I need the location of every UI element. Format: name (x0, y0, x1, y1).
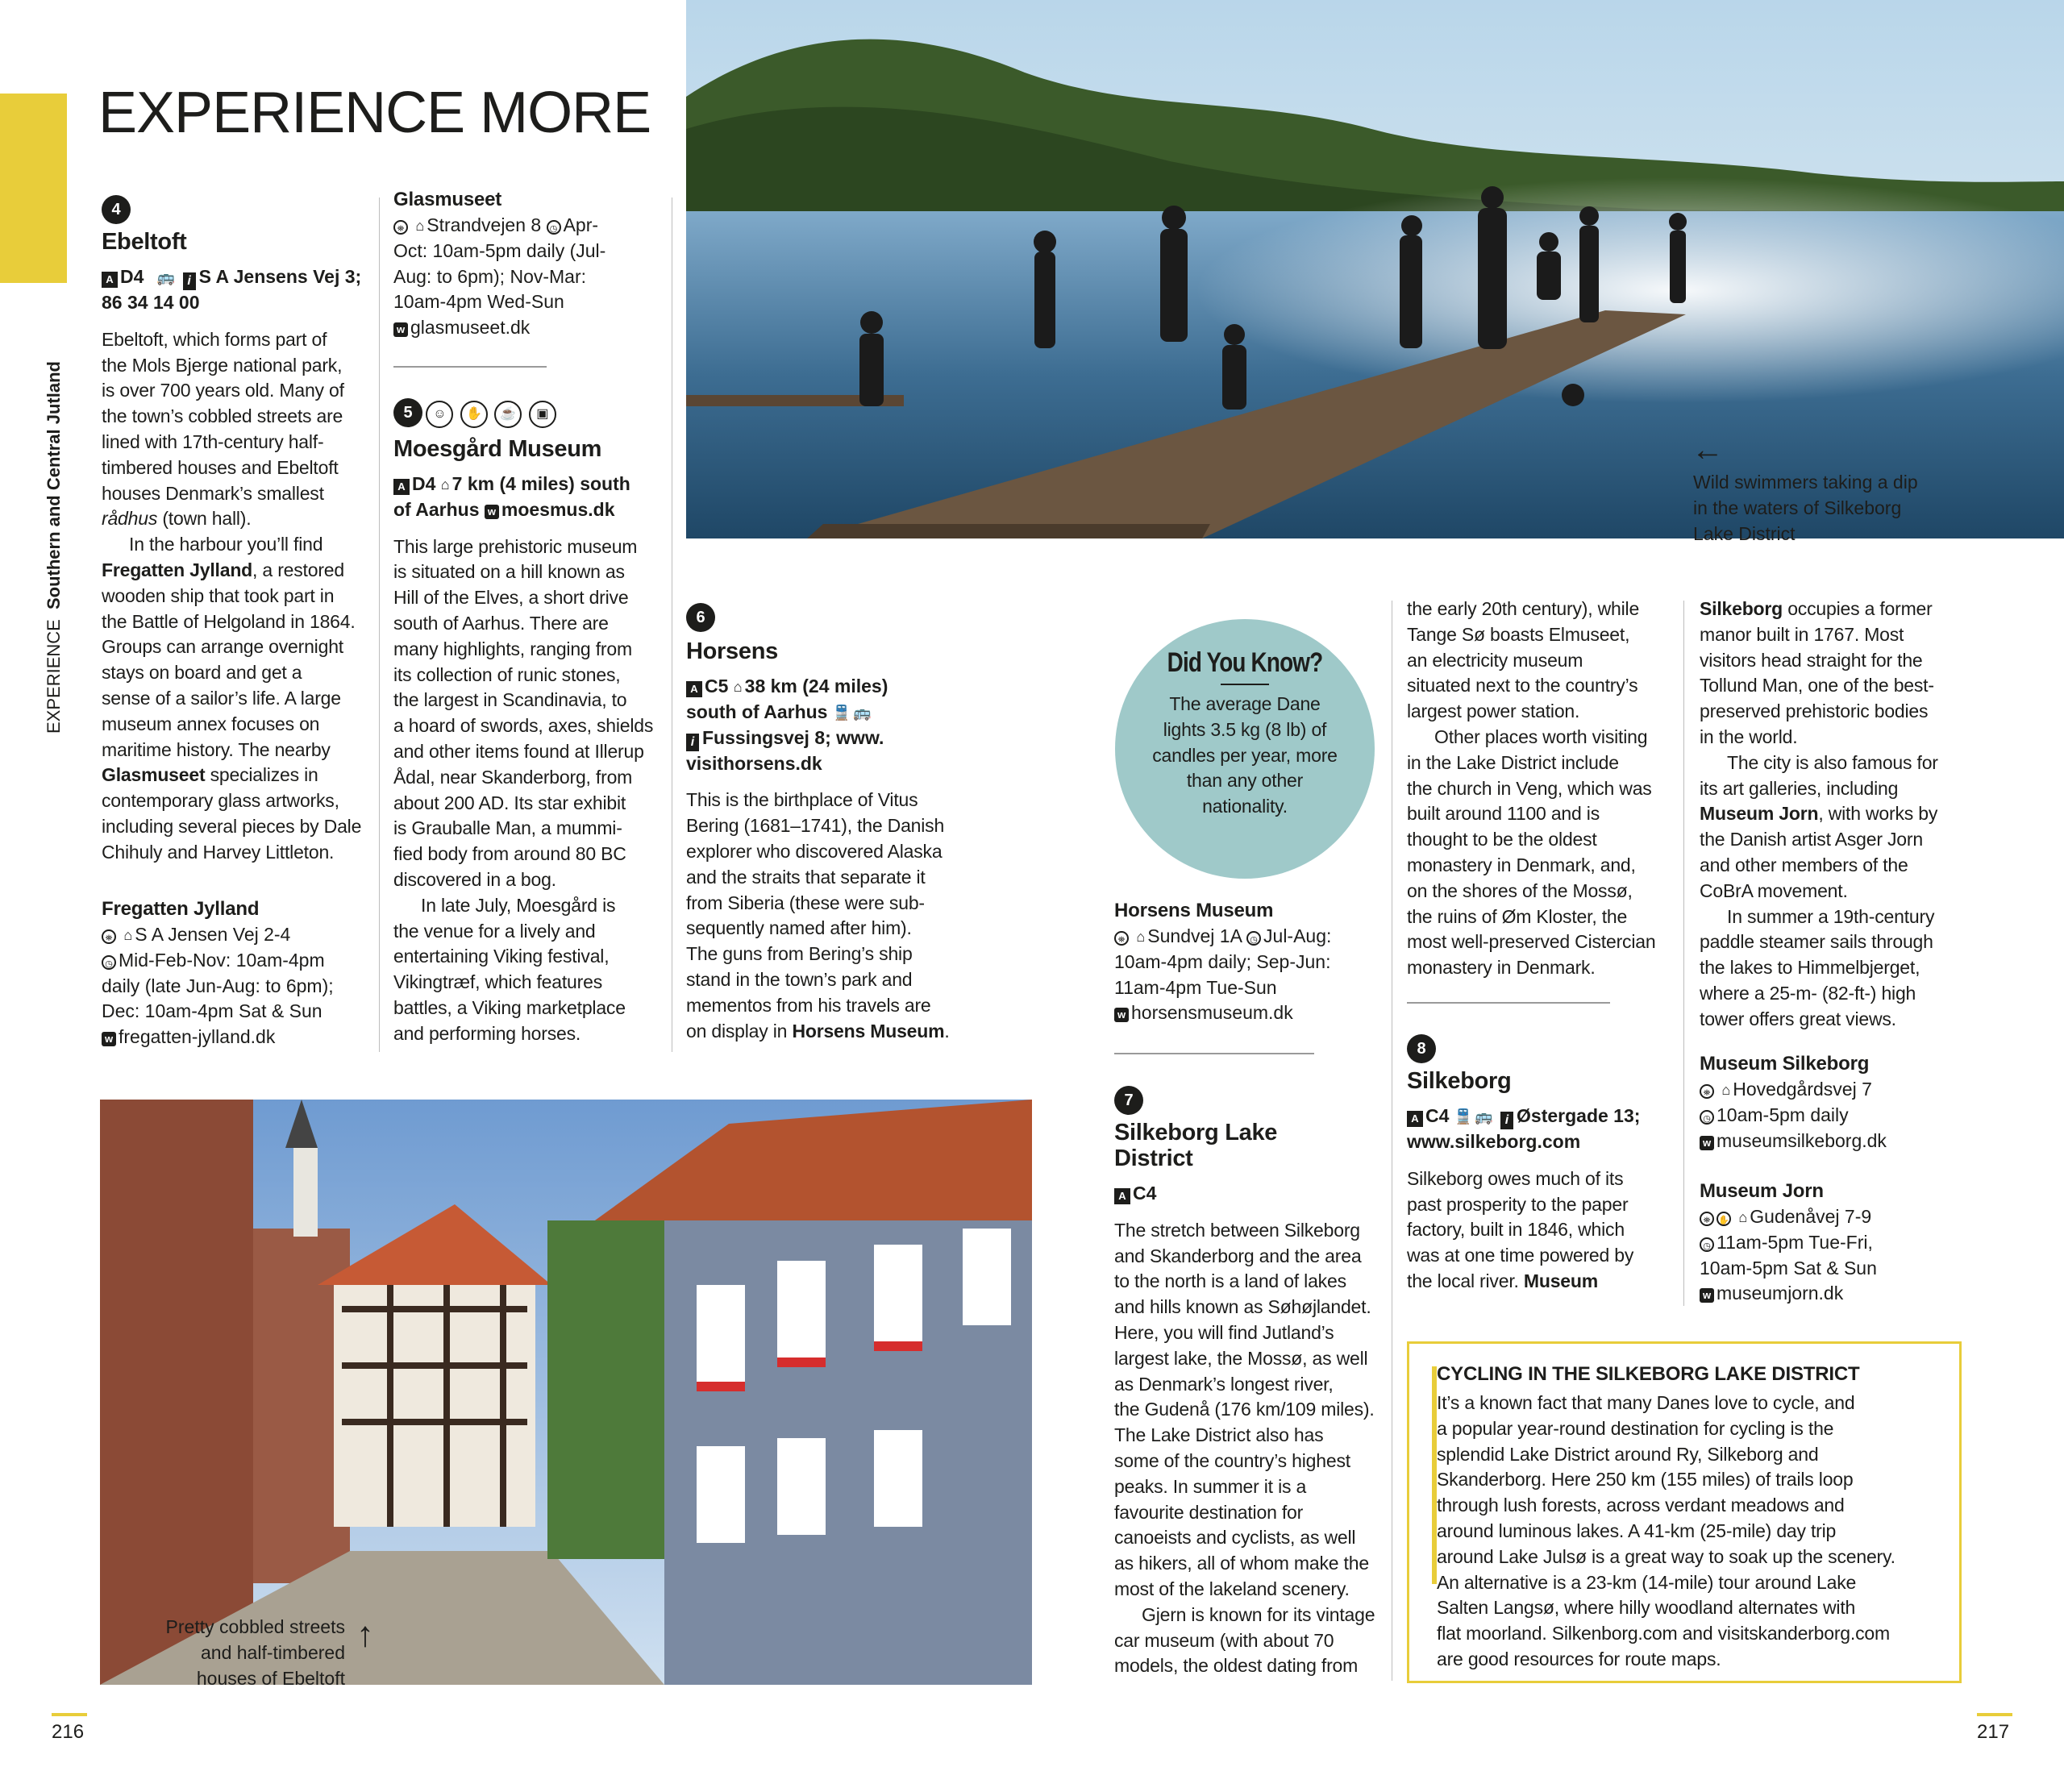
entry-ebeltoft (102, 195, 376, 866)
text-line: and performing horses. (393, 1022, 581, 1044)
bus-icon: 🚌 (156, 269, 176, 285)
map-icon: A (102, 272, 118, 288)
subentry-title: Fregatten Jylland (102, 898, 260, 920)
text-line: the venue for a lively and (393, 920, 596, 942)
text-line: the Battle of Helgoland in 1864. (102, 610, 356, 632)
cycling-title: CYCLING IN THE SILKEBORG LAKE DISTRICT (1437, 1363, 1860, 1385)
text-line: tower offers great views. (1700, 1008, 1896, 1029)
address-icon: ⌂ (1721, 1082, 1731, 1098)
col4-top-text (1407, 597, 1681, 981)
section-rule (1114, 1053, 1314, 1054)
text-line: Bering (1681–1741), the Danish (686, 815, 945, 837)
lake-caption: Wild swimmers taking a dip in the waters of Silkeborg Lake District (1693, 472, 1918, 544)
text-line: manor built in 1767. Most (1700, 623, 1904, 645)
text-line: This is the birthplace of Vitus (686, 789, 918, 811)
text-line: sense of a sailor’s life. A large (102, 687, 341, 709)
side-section-label (44, 361, 64, 734)
text-line: the early 20th century), while (1407, 598, 1640, 619)
entry-title: Ebeltoft (102, 229, 187, 255)
cafe-icon: ☕ (494, 401, 522, 428)
text-line: stays on board and get a (102, 662, 302, 684)
text-line: and the straits that separate it (686, 866, 926, 888)
did-you-know-circle (1115, 619, 1375, 879)
entry-body: Silkeborg owes much of its past prosperity to the paper factory, built in 1846, which was at one time powered by the local river. Museum (1407, 1166, 1681, 1295)
side-label-region: Southern and Central Jutland (44, 361, 64, 610)
text-line: monastery in Denmark. (1407, 957, 1596, 979)
text-line: Fregatten Jylland, a restored (102, 559, 344, 580)
text-line: splendid Lake District around Ry, Silkeborg and (1437, 1443, 1819, 1465)
text-line: This large prehistoric museum (393, 535, 638, 557)
entry-body: This is the birthplace of Vitus Bering (1681–1741), the Danish explorer who discovered Alaska and the straits that separate it from Siberia (these were sub- sequently named after him). The guns from Bering’s ship stand in the town’s park and mementos from his travels are on display in Horsens Museum. (686, 788, 960, 1044)
text-line: monastery in Denmark, and, (1407, 854, 1636, 875)
text-line: the town’s cobbled streets are (102, 405, 343, 427)
entry-number: 4 (102, 195, 131, 224)
subentry-title: Glasmuseet (393, 189, 502, 210)
text-line: explorer who discovered Alaska (686, 840, 943, 862)
text-line: In summer a 19th-century (1727, 905, 1935, 927)
map-icon: A (1114, 1188, 1130, 1204)
entry-info: A C5 ⌂ 38 km (24 miles) south of Aarhus 🚆 🚌 i Fussingsvej 8; www. visithorsens.dk (686, 676, 888, 774)
text-line: An alternative is a 23-km (14-mile) tour around Lake (1437, 1571, 1857, 1593)
address-icon: ⌂ (1738, 1209, 1748, 1225)
text-line: the Mols Bjerge national park, (102, 354, 343, 376)
train-icon: 🚆 (832, 704, 851, 721)
clock-icon: ◷ (547, 220, 561, 235)
text-line: largest lake, the Mossø, as well (1114, 1347, 1368, 1369)
text-line: preserved prehistoric bodies (1700, 701, 1929, 722)
entry-title: Horsens (686, 638, 778, 664)
text-line: from Siberia (these were sub- (686, 892, 925, 913)
text-line: Chihuly and Harvey Littleton. (102, 841, 335, 863)
text-line: Silkeborg owes much of its (1407, 1167, 1624, 1189)
entry-number: 5 (393, 398, 422, 427)
text-line: flat moorland. Silkenborg.com and visitskanderborg.com (1437, 1623, 1890, 1644)
side-label-prefix: EXPERIENCE (44, 619, 64, 734)
text-line: stand in the town’s park and (686, 968, 913, 990)
street-photo (100, 1100, 1032, 1685)
text-line: entertaining Viking festival, (393, 946, 610, 967)
section-rule (393, 366, 547, 368)
did-you-know-rule (1221, 684, 1269, 685)
text-line: about 200 AD. Its star exhibit (393, 792, 626, 813)
address-icon: ⌂ (1136, 929, 1146, 945)
web-icon: w (1700, 1288, 1714, 1303)
text-line: mementos from his travels are (686, 994, 931, 1016)
text-line: discovered in a bog. (393, 868, 556, 890)
web-icon: w (393, 322, 408, 337)
text-line: through lush forests, across verdant meadows and (1437, 1495, 1845, 1516)
text-line: is over 700 years old. Many of (102, 380, 344, 401)
entry-number: 8 (1407, 1034, 1436, 1063)
text-line: built around 1100 and is (1407, 803, 1600, 825)
address-icon: ⌂ (733, 679, 743, 695)
entry-title: Moesgård Museum (393, 436, 602, 462)
text-line: Gjern is known for its vintage (1142, 1603, 1375, 1625)
entry-title: Silkeborg Lake District (1114, 1120, 1278, 1171)
text-line: Here, you will find Jutland’s (1114, 1321, 1334, 1343)
text-line: the Danish artist Asger Jorn (1700, 829, 1923, 850)
text-line: museum annex focuses on (102, 713, 320, 734)
text-line: many highlights, ranging from (393, 638, 632, 659)
text-line: largest power station. (1407, 701, 1580, 722)
text-line: battles, a Viking marketplace (393, 996, 626, 1018)
text-line: including several pieces by Dale (102, 815, 362, 837)
subentry-glasmuseet (393, 187, 668, 341)
entry-horsens (686, 603, 960, 1044)
text-line: The Lake District also has (1114, 1424, 1324, 1446)
entry-number: 7 (1114, 1086, 1143, 1115)
text-line: Groups can arrange overnight (102, 636, 343, 658)
lake-photo-image (686, 0, 2064, 538)
column-divider (1683, 601, 1684, 1306)
text-line: past prosperity to the paper (1407, 1193, 1629, 1215)
entry-body (102, 327, 376, 866)
entry-moesgaard (393, 398, 668, 1047)
street-photo-image (100, 1100, 1032, 1685)
ticket-icon: ⛯ (1700, 1212, 1714, 1226)
clock-icon: ◷ (1246, 931, 1261, 946)
accent-sidebar (0, 94, 67, 283)
train-icon: 🚆 (1454, 1108, 1473, 1125)
entry-body (393, 534, 668, 1047)
text-line: Ebeltoft, which forms part of (102, 328, 327, 350)
info-icon: i (1500, 1112, 1513, 1129)
shop-icon: ▣ (529, 401, 556, 428)
text-line: Ådal, near Skanderborg, from (393, 766, 633, 788)
text-line: in the Lake District include (1407, 751, 1619, 773)
ticket-icon: ⛯ (102, 929, 116, 944)
map-icon: A (393, 479, 410, 495)
text-line: models, the oldest dating from (1114, 1655, 1359, 1677)
entry-body (1114, 1218, 1388, 1679)
text-line: maritime history. The nearby (102, 738, 331, 760)
text-line: are good resources for route maps. (1437, 1648, 1721, 1669)
text-line: car museum (with about 70 (1114, 1629, 1334, 1651)
text-line: around Lake Julsø is a great way to soak up the scenery. (1437, 1545, 1895, 1567)
cycling-feature-box (1407, 1341, 1962, 1683)
text-line: The guns from Bering’s ship (686, 943, 913, 965)
text-line: the church in Veng, which was (1407, 777, 1652, 799)
text-line: was at one time powered by (1407, 1245, 1634, 1266)
cycling-text (1437, 1391, 1953, 1673)
text-line: and other items found at Illerup (393, 740, 644, 762)
text-line: visitors head straight for the (1700, 649, 1923, 671)
text-line: contemporary glass artworks, (102, 790, 339, 812)
text-line: Glasmuseet specializes in (102, 764, 318, 786)
text-line: and hills known as Søhøjlandet. (1114, 1296, 1371, 1318)
text-line: situated next to the country’s (1407, 675, 1638, 696)
text-line: in the world. (1700, 726, 1798, 747)
text-line: CoBrA movement. (1700, 879, 1848, 901)
subentry-horsens-museum (1114, 898, 1388, 1026)
text-line: its art galleries, including (1700, 777, 1899, 799)
text-line: timbered houses and Ebeltoft (102, 456, 339, 478)
entry-number: 6 (686, 603, 715, 632)
entry-info: A D4 🚌 i S A Jensens Vej 3; 86 34 14 00 (102, 266, 362, 313)
text-line: on the shores of the Mossø, (1407, 879, 1633, 901)
text-line: around luminous lakes. A 41-km (25-mile) day trip (1437, 1520, 1837, 1541)
subentry-info: ⛯ ⌂ Sundvej 1A ◷ Jul-Aug: 10am-4pm daily; Sep-Jun: 11am-4pm Tue-Sun w horsensmuseum.dk (1114, 925, 1332, 1024)
web-icon: w (485, 505, 499, 519)
text-line: The city is also famous for (1727, 751, 1938, 773)
bus-icon: 🚌 (1475, 1108, 1493, 1125)
entry-info: A C4 🚆 🚌 i Østergade 13; www.silkeborg.com (1407, 1105, 1641, 1152)
subentry-title: Museum Silkeborg (1700, 1053, 1870, 1075)
text-line: Hill of the Elves, a short drive (393, 587, 629, 609)
page-title: EXPERIENCE MORE (98, 81, 651, 145)
hand-icon: ✋ (1717, 1212, 1731, 1226)
text-line: thought to be the oldest (1407, 829, 1597, 850)
text-line: peaks. In summer it is a (1114, 1475, 1307, 1497)
lake-caption-arrow: ← (1692, 432, 1724, 468)
ticket-icon: ⛯ (393, 220, 408, 235)
address-icon: ⌂ (440, 476, 450, 493)
did-you-know-title: Did You Know? (1167, 647, 1323, 678)
clock-icon: ◷ (1700, 1237, 1714, 1252)
text-line: to the north is a land of lakes (1114, 1270, 1346, 1292)
street-caption-arrow: ↑ (356, 1615, 374, 1654)
web-icon: w (1700, 1136, 1714, 1150)
text-line: Other places worth visiting (1434, 726, 1648, 747)
subentry-museum-jorn (1700, 1179, 1974, 1307)
text-line: sequently named after him). (686, 917, 912, 939)
info-icon: i (183, 272, 196, 290)
text-line: the ruins of Øm Kloster, the (1407, 905, 1628, 927)
family-icon: ☺ (426, 401, 453, 428)
text-line: the largest in Scandinavia, to (393, 689, 627, 711)
bus-icon: 🚌 (853, 704, 872, 721)
text-line: an electricity museum (1407, 649, 1583, 671)
text-line: most of the lakeland scenery. (1114, 1578, 1350, 1599)
entry-title: Silkeborg (1407, 1068, 1512, 1094)
street-caption: Pretty cobbled streets and half-timbered houses of Ebeltoft (165, 1616, 345, 1689)
text-line: Tange Sø boasts Elmuseet, (1407, 623, 1630, 645)
text-line: fied body from around 80 BC (393, 843, 626, 865)
page-number-right-rule (1977, 1713, 2012, 1716)
text-line: as hikers, all of whom make the (1114, 1553, 1369, 1574)
text-line: Vikingtræf, which features (393, 971, 602, 993)
entry-info: A D4 ⌂ 7 km (4 miles) south of Aarhus w moesmus.dk (393, 473, 630, 520)
info-icon: i (686, 734, 699, 751)
web-icon: w (102, 1032, 116, 1046)
text-line: paddle steamer sails through (1700, 931, 1933, 953)
text-line: where a 25-m- (82-ft-) high (1700, 982, 1916, 1004)
entry-info: A C4 (1114, 1181, 1388, 1207)
text-line: the Gudenå (176 km/109 miles). (1114, 1399, 1375, 1420)
ticket-icon: ⛯ (1700, 1084, 1714, 1099)
text-line: a popular year-round destination for cycling is the (1437, 1417, 1834, 1439)
text-line: rådhus (town hall). (102, 508, 252, 530)
text-line: Tollund Man, one of the best- (1700, 675, 1934, 696)
text-line: and Skanderborg and the area (1114, 1245, 1362, 1266)
text-line: and other members of the (1700, 854, 1908, 875)
text-line: wooden ship that took part in (102, 584, 335, 606)
subentry-title: Museum Jorn (1700, 1180, 1824, 1202)
text-line: In the harbour you’ll find (129, 534, 323, 555)
text-line: It’s a known fact that many Danes love to cycle, and (1437, 1392, 1855, 1413)
text-line: factory, built in 1846, which (1407, 1219, 1625, 1241)
text-line: houses Denmark’s smallest (102, 482, 324, 504)
page-number-left: 216 (52, 1721, 85, 1743)
text-line: is Grauballe Man, a mummi- (393, 817, 622, 839)
text-line: Skanderborg. Here 250 km (155 miles) of trails loop (1437, 1469, 1854, 1491)
text-line: In late July, Moesgård is (421, 894, 616, 916)
subentry-fregatten (102, 896, 376, 1050)
clock-icon: ◷ (1700, 1110, 1714, 1125)
text-line: The stretch between Silkeborg (1114, 1219, 1360, 1241)
entry-silkeborg-lake (1114, 1086, 1388, 1679)
text-line: is situated on a hill known as (393, 561, 625, 583)
text-line: south of Aarhus. There are (393, 612, 609, 634)
column-divider (379, 197, 380, 1052)
text-line: its collection of runic stones, (393, 663, 621, 685)
text-line: most well-preserved Cistercian (1407, 931, 1656, 953)
text-line: canoeists and cyclists, as well (1114, 1527, 1356, 1549)
text-line: as Denmark’s longest river, (1114, 1373, 1334, 1395)
subentry-info: ⛯ ✋ ⌂ Gudenåvej 7-9 ◷ 11am-5pm Tue-Fri, 10am-5pm Sat & Sun w museumjorn.dk (1700, 1206, 1877, 1304)
text-line: a hoard of swords, axes, shields (393, 715, 654, 737)
text-line: the lakes to Himmelbjerget, (1700, 957, 1920, 979)
ticket-icon: ⛯ (1114, 931, 1129, 946)
text-line: favourite destination for (1114, 1501, 1304, 1523)
did-you-know-text: The average Dane lights 3.5 kg (8 lb) of candles per year, more than any other nationality. (1152, 693, 1338, 817)
subentry-title: Horsens Museum (1114, 900, 1274, 921)
text-line: Salten Langsø, where hilly woodland alternates with (1437, 1597, 1856, 1619)
hand-icon: ✋ (460, 401, 488, 428)
subentry-info: ⛯ ⌂ Strandvejen 8 ◷ Apr- Oct: 10am-5pm daily (Jul- Aug: to 6pm); Nov-Mar: 10am-4pm Wed-Sun w glasmuseet.dk (393, 214, 606, 339)
lake-photo (686, 0, 2064, 538)
web-icon: w (1114, 1008, 1129, 1022)
text-line: lined with 17th-century half- (102, 430, 324, 452)
subentry-museum-silkeborg (1700, 1051, 1974, 1154)
clock-icon: ◷ (102, 955, 116, 970)
page-number-left-rule (52, 1713, 87, 1716)
page-number-right: 217 (1977, 1721, 2010, 1743)
section-rule (1407, 1002, 1610, 1004)
col5-text: Silkeborg occupies a former manor built in 1767. Most visitors head straight for the Tollund Man, one of the best- preserved prehistoric bodies in the world. The city is also famous for its art galleries, including Museum Jorn, with works by the Danish artist Asger Jorn and other members of the CoBrA movement. In summer a 19th-century paddle steamer sails through the lakes to Himmelbjerget, where a 25-m- (82-ft-) high tower offers great views. (1700, 597, 1974, 1033)
map-icon: A (686, 681, 702, 697)
map-icon: A (1407, 1111, 1423, 1127)
text-line: some of the country’s highest (1114, 1449, 1350, 1471)
entry-silkeborg (1407, 1034, 1681, 1295)
subentry-info: ⛯ ⌂ Hovedgårdsvej 7 ◷ 10am-5pm daily w museumsilkeborg.dk (1700, 1077, 1974, 1154)
subentry-info: ⛯ ⌂ S A Jensen Vej 2-4 ◷ Mid-Feb-Nov: 10am-4pm daily (late Jun-Aug: to 6pm); Dec: 10am-4pm Sat & Sun w fregatten-jylland.dk (102, 924, 334, 1048)
address-icon: ⌂ (415, 218, 425, 234)
address-icon: ⌂ (123, 927, 133, 943)
